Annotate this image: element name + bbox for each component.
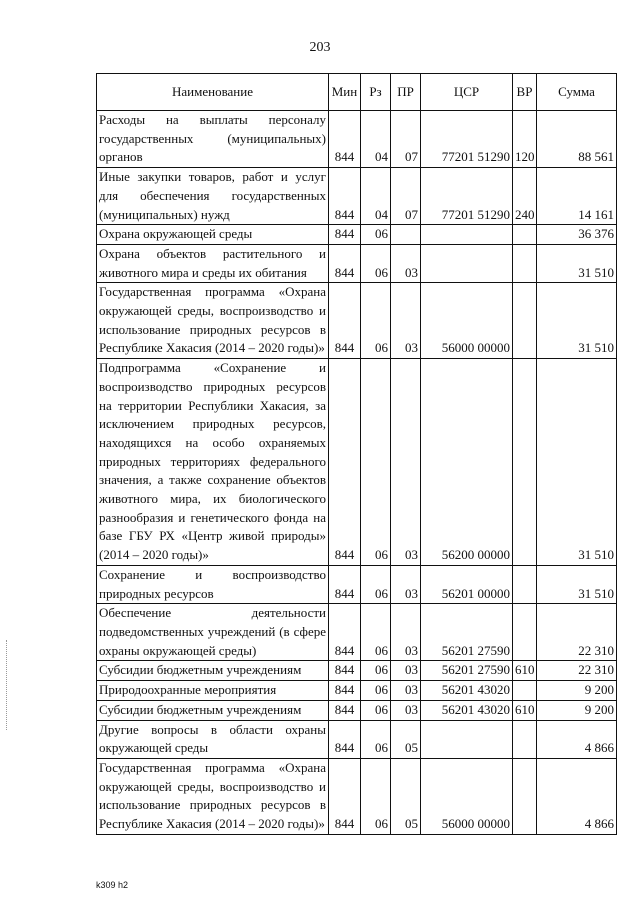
row-pr [391,225,421,245]
row-name: Расходы на выплаты персоналу государственных (муниципальных) органов [97,111,329,168]
header-vr: ВР [513,74,537,111]
row-vr [513,359,537,566]
row-csr: 56200 00000 [421,359,513,566]
row-name: Государственная программа «Охрана окружающей среды, воспроизводство и использование природных ресурсов в Республике Хакасия (2014 – 2020 годы)» [97,758,329,834]
table-row [97,681,617,701]
header-row [97,74,617,111]
row-sum: 31 510 [537,244,617,282]
row-name: Подпрограмма «Сохранение и воспроизводство природных ресурсов на территории Республики Хакасия, за исключением природных ресурсов, находящихся на особо охраняемых природных территориях федерального значения, а также сохранение объектов животного мира, их биологического разнообразия и генетического фонда на базе ГБУ РХ «Центр живой природы» (2014 – 2020 годы)» [97,359,329,566]
table-row [97,168,617,225]
table-row [97,359,617,566]
row-csr: 56201 43020 [421,700,513,720]
row-sum: 31 510 [537,283,617,359]
row-name: Охрана объектов растительного и животного мира и среды их обитания [97,244,329,282]
row-csr: 56201 43020 [421,681,513,701]
row-csr: 56201 00000 [421,565,513,603]
row-csr [421,244,513,282]
row-rz: 06 [361,244,391,282]
row-pr: 05 [391,720,421,758]
row-min: 844 [329,661,361,681]
row-name: Государственная программа «Охрана окружающей среды, воспроизводство и использование природных ресурсов в Республике Хакасия (2014 – 2020 годы)» [97,283,329,359]
row-vr [513,244,537,282]
row-rz: 06 [361,758,391,834]
row-min: 844 [329,244,361,282]
row-name: Другие вопросы в области охраны окружающей среды [97,720,329,758]
table-row [97,111,617,168]
header-csr: ЦСР [421,74,513,111]
row-rz: 04 [361,111,391,168]
row-pr: 05 [391,758,421,834]
row-pr: 03 [391,681,421,701]
budget-table [96,73,617,835]
row-sum: 4 866 [537,720,617,758]
row-name: Сохранение и воспроизводство природных ресурсов [97,565,329,603]
table-row [97,758,617,834]
row-vr [513,720,537,758]
header-min: Мин [329,74,361,111]
row-rz: 06 [361,720,391,758]
row-rz: 06 [361,283,391,359]
row-pr: 03 [391,661,421,681]
table-row [97,604,617,661]
table-row [97,283,617,359]
table-row [97,720,617,758]
footer-code: k309 h2 [96,880,129,890]
row-min: 844 [329,359,361,566]
row-sum: 9 200 [537,681,617,701]
row-min: 844 [329,225,361,245]
header-pr: ПР [391,74,421,111]
row-csr: 56201 27590 [421,604,513,661]
row-min: 844 [329,604,361,661]
row-vr: 610 [513,700,537,720]
row-pr: 07 [391,111,421,168]
row-vr [513,565,537,603]
row-min: 844 [329,758,361,834]
row-rz: 06 [361,661,391,681]
row-csr [421,225,513,245]
row-rz: 04 [361,168,391,225]
header-name: Наименование [97,74,329,111]
row-name: Природоохранные мероприятия [97,681,329,701]
row-pr: 03 [391,604,421,661]
header-sum: Сумма [537,74,617,111]
row-vr: 120 [513,111,537,168]
row-csr: 56000 00000 [421,283,513,359]
row-rz: 06 [361,700,391,720]
row-pr: 03 [391,283,421,359]
row-sum: 14 161 [537,168,617,225]
row-min: 844 [329,565,361,603]
row-sum: 88 561 [537,111,617,168]
row-min: 844 [329,283,361,359]
row-vr: 240 [513,168,537,225]
table-row [97,661,617,681]
row-min: 844 [329,168,361,225]
row-sum: 31 510 [537,359,617,566]
row-min: 844 [329,700,361,720]
row-sum: 4 866 [537,758,617,834]
row-min: 844 [329,681,361,701]
row-name: Субсидии бюджетным учреждениям [97,661,329,681]
row-pr: 03 [391,700,421,720]
table-row [97,225,617,245]
row-pr: 03 [391,359,421,566]
row-name: Иные закупки товаров, работ и услуг для обеспечения государственных (муниципальных) нужд [97,168,329,225]
row-pr: 03 [391,565,421,603]
row-sum: 36 376 [537,225,617,245]
row-csr [421,720,513,758]
page-number: 203 [309,40,331,55]
row-rz: 06 [361,225,391,245]
row-sum: 22 310 [537,604,617,661]
row-pr: 03 [391,244,421,282]
table-row [97,700,617,720]
row-min: 844 [329,720,361,758]
row-vr: 610 [513,661,537,681]
row-vr [513,681,537,701]
row-vr [513,225,537,245]
row-name: Субсидии бюджетным учреждениям [97,700,329,720]
row-rz: 06 [361,681,391,701]
row-min: 844 [329,111,361,168]
row-vr [513,604,537,661]
row-name: Охрана окружающей среды [97,225,329,245]
row-rz: 06 [361,565,391,603]
row-rz: 06 [361,359,391,566]
row-csr: 77201 51290 [421,168,513,225]
row-vr [513,283,537,359]
row-rz: 06 [361,604,391,661]
table-row [97,244,617,282]
scan-margin-mark [6,640,9,730]
row-name: Обеспечение деятельности подведомственных учреждений (в сфере охраны окружающей среды) [97,604,329,661]
row-csr: 77201 51290 [421,111,513,168]
header-rz: Рз [361,74,391,111]
table-row [97,565,617,603]
row-pr: 07 [391,168,421,225]
row-sum: 9 200 [537,700,617,720]
row-sum: 31 510 [537,565,617,603]
row-vr [513,758,537,834]
row-sum: 22 310 [537,661,617,681]
row-csr: 56201 27590 [421,661,513,681]
row-csr: 56000 00000 [421,758,513,834]
